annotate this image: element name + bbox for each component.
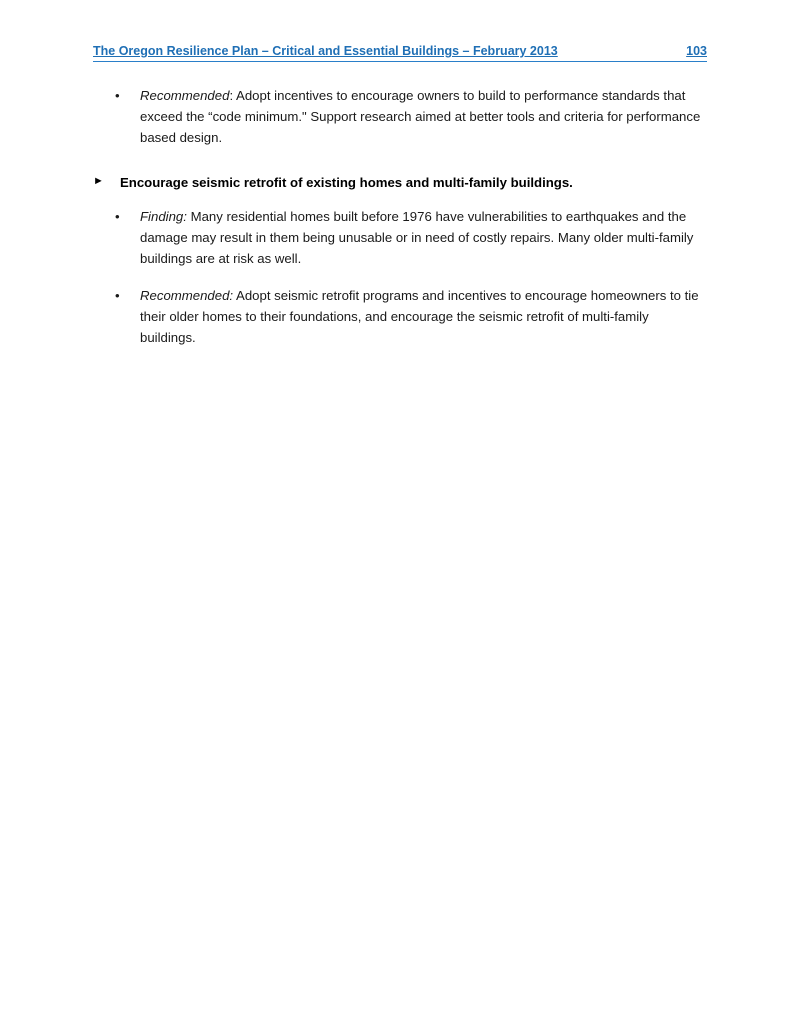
list-item-text: Many residential homes built before 1976 have vulnerabilities to earthquakes and the damage may result in them being unusable or in need of costly repairs. Many older multi-family buildings are at risk as well. (140, 209, 694, 267)
list-item-text: Adopt seismic retrofit programs and incentives to encourage homeowners to tie their older homes to their foundations, and encourage the seismic retrofit of multi-family buildings. (140, 288, 699, 345)
bullet-marker-icon: • (115, 88, 120, 103)
list-item-text: Adopt incentives to encourage owners to build to performance standards that exceed the “code minimum." Support research aimed at better tools and criteria for performance based design. (140, 88, 701, 145)
page-content (93, 86, 707, 365)
list-item-lead-suffix: : (229, 88, 237, 103)
list-item-lead: Recommended: (140, 288, 234, 304)
triangle-right-icon: ► (93, 174, 104, 187)
section-heading-text: Encourage seismic retrofit of existing homes and multi-family buildings. (120, 174, 573, 190)
section-heading (93, 173, 707, 194)
list-item (93, 86, 707, 149)
header-page-number: 103 (686, 44, 707, 58)
list-item-lead: Recommended (140, 88, 230, 103)
list-item-lead: Finding: (140, 209, 187, 225)
page-header (93, 44, 707, 62)
list-item (93, 207, 707, 270)
header-title: The Oregon Resilience Plan – Critical and Essential Buildings – February 2013 (93, 44, 558, 58)
list-item (93, 286, 707, 349)
bullet-marker-icon: • (115, 288, 120, 304)
bullet-marker-icon: • (115, 209, 120, 225)
